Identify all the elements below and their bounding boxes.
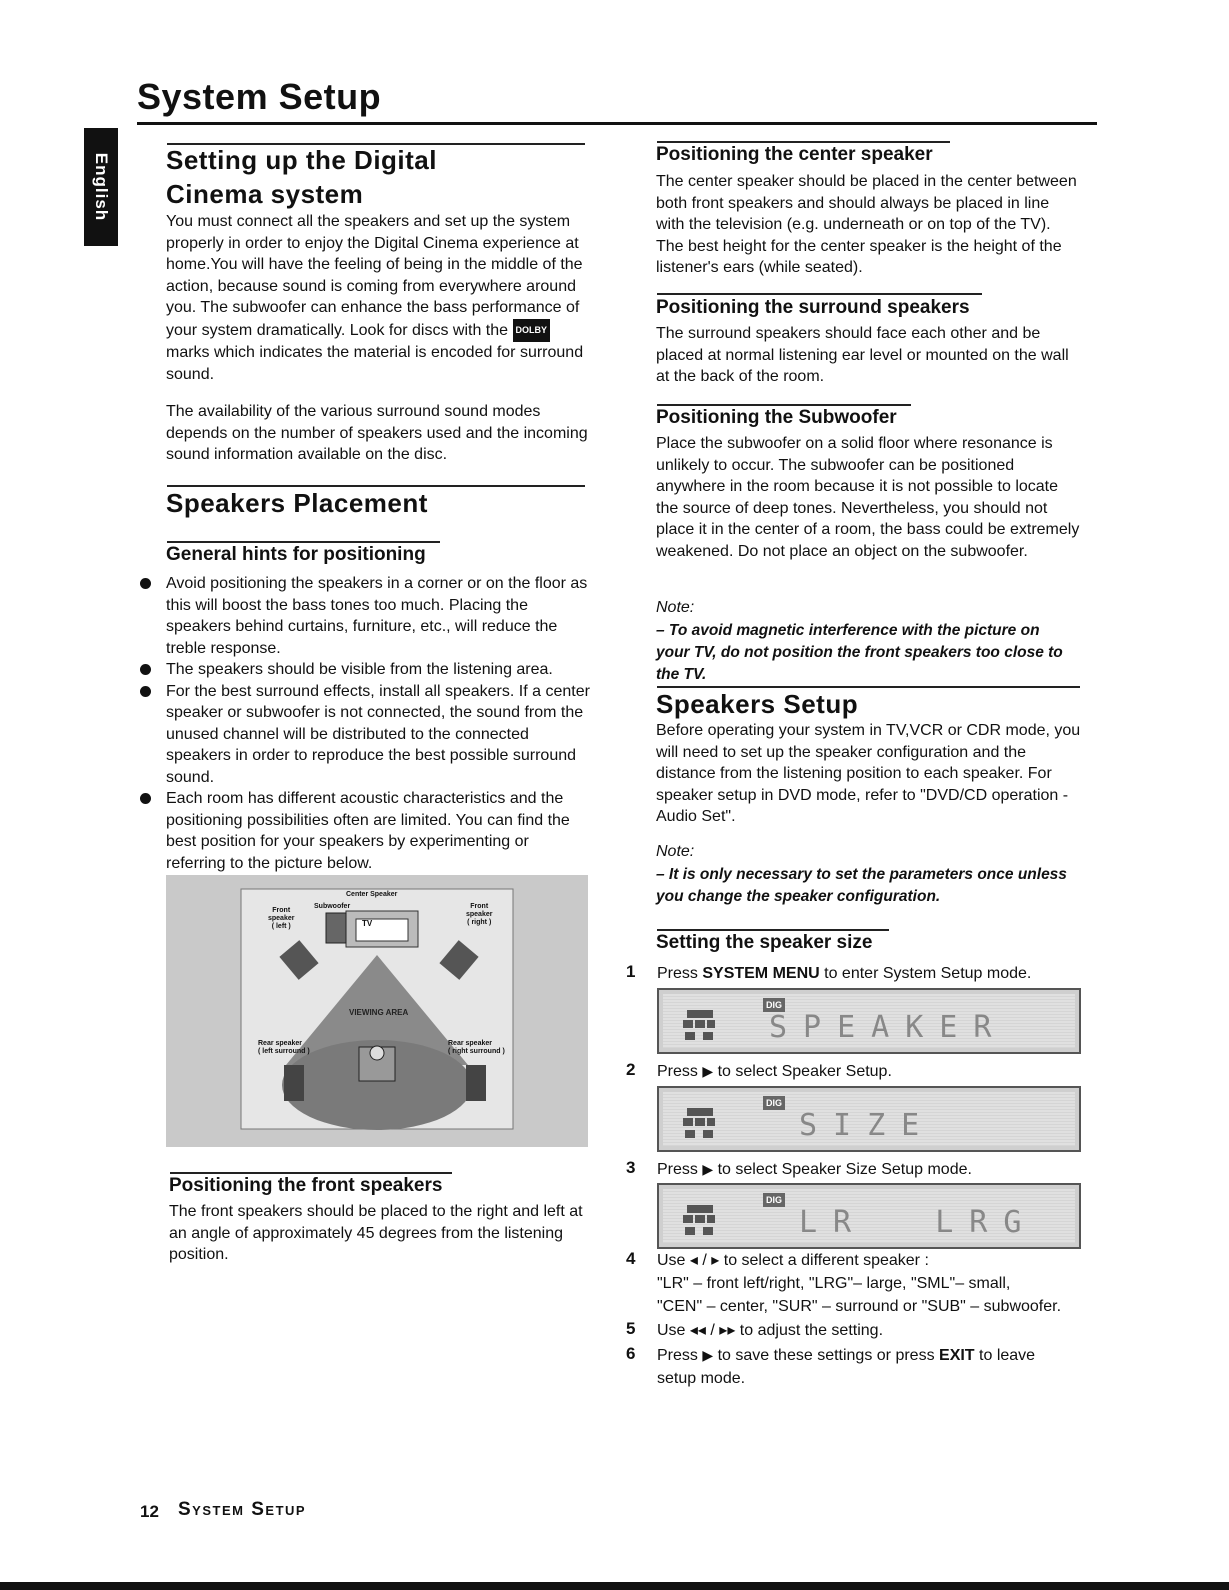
lcd-readout: SIZE bbox=[799, 1108, 936, 1143]
step-number: 1 bbox=[626, 962, 636, 981]
digital-cinema-section bbox=[166, 143, 591, 466]
label-line: ( left surround ) bbox=[258, 1048, 310, 1055]
list-item-text: Each room has different acoustic characteristics and the positioning possibilities often are limited. You can find the best position for your speakers by experimenting or referring to the picture below. bbox=[166, 790, 570, 872]
paragraph-text: You must connect all the speakers and set up the system properly in order to enjoy the Digital Cinema experience at home.You will have the feeling of being in the middle of the action, because sound is coming from everywhere around you. The subwoofer can enhance the bass performance of your system dramatically. Look for discs with the bbox=[166, 213, 583, 339]
front-left-label bbox=[268, 907, 294, 931]
system-menu-key: SYSTEM MENU bbox=[702, 965, 820, 982]
bottom-bar bbox=[0, 1582, 1229, 1590]
step-line: "CEN" – center, "SUR" – surround or "SUB" – subwoofer. bbox=[657, 1298, 1062, 1315]
front-speakers-heading: Positioning the front speakers bbox=[169, 1175, 443, 1196]
title-rule bbox=[137, 122, 1097, 125]
step-text-part: Press bbox=[657, 1063, 703, 1080]
note-label: Note: bbox=[656, 599, 695, 616]
subwoofer-heading: Positioning the Subwoofer bbox=[656, 407, 897, 428]
step-number: 5 bbox=[626, 1319, 636, 1338]
step-number: 2 bbox=[626, 1060, 636, 1079]
step-number: 3 bbox=[626, 1158, 636, 1177]
play-arrow-icon: ▶ bbox=[702, 1161, 714, 1177]
step-text-part: Press bbox=[657, 1161, 703, 1178]
play-arrow-icon: ▶ bbox=[702, 1347, 714, 1363]
lcd-readout: SPEAKER bbox=[769, 1010, 1008, 1045]
step-text-part: Press bbox=[657, 965, 703, 982]
list-item bbox=[166, 788, 590, 874]
list-item bbox=[166, 573, 590, 659]
paragraph-text: marks which indicates the material is encoded for surround sound. bbox=[166, 344, 584, 383]
step-text: Use ◂◂ / ▸▸ to adjust the setting. bbox=[657, 1322, 884, 1339]
list-item-text: Avoid positioning the speakers in a corner or on the floor as this will boost the bass tones too much. Placing the speakers behind curtains, furniture, etc., will reduce the treble response. bbox=[166, 575, 588, 657]
subwoofer-text: Place the subwoofer on a solid floor where resonance is unlikely to occur. The subwoofer can be positioned anywhere in the room because it is not possible to locate the source of deep tones. Nevertheless, you should not place it in the center of a room, the bass could be extremely weakened. Do not place an object on the subwoofer. bbox=[656, 435, 1080, 560]
hints-list bbox=[166, 573, 590, 874]
center-speaker-label: Center Speaker bbox=[346, 891, 398, 898]
speaker-config-icon bbox=[677, 1193, 721, 1237]
step-text bbox=[657, 1158, 972, 1181]
speakers-setup-text: Before operating your system in TV,VCR or CDR mode, you will need to set up the speaker configuration and the distance from the listening position to each speaker. For speaker setup in DVD mode, refer to "DVD/CD operation - Audio Set". bbox=[656, 722, 1081, 825]
speakers-placement-heading: Speakers Placement bbox=[166, 488, 428, 518]
label-line: speaker bbox=[268, 915, 295, 922]
speaker-config-icon bbox=[677, 998, 721, 1042]
label-line: ( right ) bbox=[467, 919, 492, 926]
lcd-display bbox=[657, 1183, 1081, 1249]
heading-line: Cinema system bbox=[166, 179, 364, 209]
subsection-rule bbox=[657, 293, 982, 295]
subwoofer-label: Subwoofer bbox=[314, 903, 351, 910]
step-text bbox=[657, 962, 1031, 985]
tv-label: TV bbox=[362, 919, 373, 928]
center-speaker-heading: Positioning the center speaker bbox=[656, 144, 933, 165]
lcd-readout: LR LRG bbox=[799, 1205, 1038, 1240]
digital-indicator: DIG bbox=[763, 1096, 785, 1110]
rear-right-label bbox=[448, 1040, 505, 1056]
surround-speakers-text: The surround speakers should face each other and be placed at normal listening ear level or mounted on the wall at the back of the room. bbox=[656, 325, 1069, 385]
step-text-part: to enter System Setup mode. bbox=[819, 965, 1032, 982]
step-line: Use ◂ / ▸ to select a different speaker : bbox=[657, 1252, 929, 1269]
note-text: – To avoid magnetic interference with the picture on your TV, do not position the front speakers too close to the TV. bbox=[656, 622, 1063, 683]
exit-key: EXIT bbox=[939, 1347, 975, 1364]
label-line: speaker bbox=[466, 911, 493, 918]
label-line: Rear speaker bbox=[258, 1040, 302, 1047]
heading-line: Setting up the Digital bbox=[166, 145, 437, 175]
list-item-text: For the best surround effects, install all speakers. If a center speaker or subwoofer is not connected, the sound from the unused channel will be distributed to the connected speakers in order to reproduce the best possible surround sound. bbox=[166, 682, 590, 786]
bullet-icon bbox=[140, 686, 151, 697]
lcd-display bbox=[657, 1086, 1081, 1152]
page-number: 12 bbox=[140, 1502, 159, 1521]
step-text-part: to select Speaker Size Setup mode. bbox=[713, 1161, 972, 1178]
step-number: 6 bbox=[626, 1344, 636, 1363]
front-right-label bbox=[466, 903, 492, 927]
speaker-size-heading: Setting the speaker size bbox=[656, 932, 873, 953]
availability-paragraph: The availability of the various surround sound modes depends on the number of speakers used and the incoming sound information available on the disc. bbox=[166, 403, 588, 463]
lcd-display bbox=[657, 988, 1081, 1054]
label-line: ( left ) bbox=[271, 923, 291, 930]
step-text bbox=[657, 1249, 1087, 1318]
step-line: "LR" – front left/right, "LRG"– large, "SML"– small, bbox=[657, 1275, 1011, 1292]
step-text-part: Press bbox=[657, 1347, 703, 1364]
surround-speakers-heading: Positioning the surround speakers bbox=[656, 297, 970, 318]
step-text bbox=[657, 1060, 892, 1083]
page-title: System Setup bbox=[137, 76, 382, 117]
note-text: – It is only necessary to set the parameters once unless you change the speaker configuration. bbox=[656, 866, 1067, 905]
label-line: ( right surround ) bbox=[448, 1048, 505, 1055]
list-item bbox=[166, 681, 590, 789]
language-tab-label: English bbox=[92, 152, 111, 222]
speaker-placement-diagram bbox=[166, 875, 588, 1147]
language-tab bbox=[84, 128, 118, 246]
step-text bbox=[657, 1344, 1077, 1390]
footer-title: System Setup bbox=[178, 1499, 307, 1520]
bullet-icon bbox=[140, 578, 151, 589]
digital-indicator: DIG bbox=[763, 1193, 785, 1207]
center-speaker-text: The center speaker should be placed in the center between both front speakers and should always be placed in line with the television (e.g. underneath or on top of the TV). The best height for the center speaker is the height of the listener's ears (while seated). bbox=[656, 173, 1077, 276]
list-item bbox=[166, 659, 590, 681]
rear-left-label bbox=[258, 1040, 310, 1056]
step-text-part: to save these settings or press bbox=[713, 1347, 940, 1364]
play-arrow-icon: ▶ bbox=[702, 1063, 714, 1079]
viewing-area-label: VIEWING AREA bbox=[349, 1008, 409, 1017]
speakers-setup-heading: Speakers Setup bbox=[656, 689, 859, 719]
label-line: Rear speaker bbox=[448, 1040, 492, 1047]
general-hints-heading: General hints for positioning bbox=[166, 544, 426, 565]
digital-indicator: DIG bbox=[763, 998, 785, 1012]
list-item-text: The speakers should be visible from the listening area. bbox=[166, 661, 553, 678]
step-text-part: to leave setup mode. bbox=[657, 1347, 1036, 1387]
label-line: Front bbox=[272, 907, 291, 914]
front-speakers-text: The front speakers should be placed to the right and left at an angle of approximately 45 degrees from the listening position. bbox=[169, 1203, 583, 1263]
step-number: 4 bbox=[626, 1249, 636, 1268]
bullet-icon bbox=[140, 664, 151, 675]
step-text-part: to select Speaker Setup. bbox=[713, 1063, 892, 1080]
digital-cinema-heading bbox=[166, 143, 591, 211]
note-label: Note: bbox=[656, 843, 695, 860]
speaker-config-icon bbox=[677, 1096, 721, 1140]
digital-cinema-paragraph bbox=[166, 211, 591, 385]
bullet-icon bbox=[140, 793, 151, 804]
label-line: Front bbox=[470, 903, 489, 910]
dolby-logo: DOLBY bbox=[513, 319, 551, 343]
